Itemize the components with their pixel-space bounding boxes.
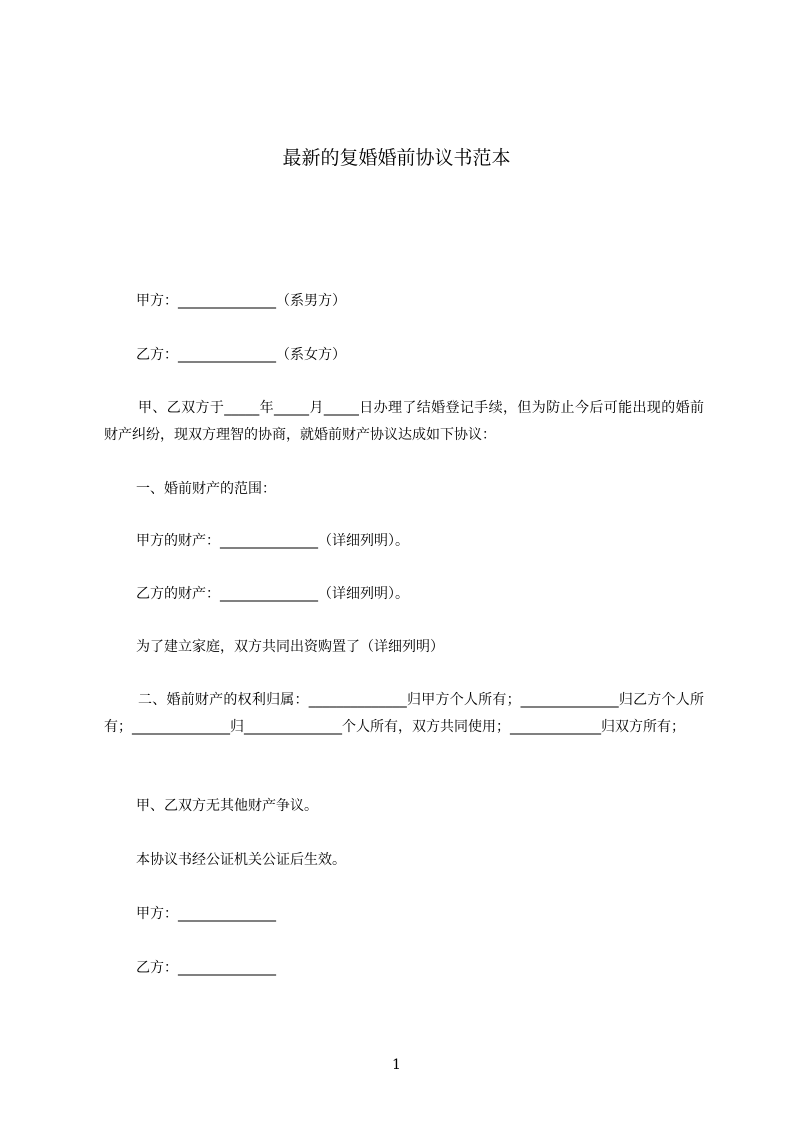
signature-party-a: 甲方：______________ [136, 906, 276, 922]
page-number: 1 [392, 1057, 401, 1073]
party-b-header: 乙方：______________（系女方） [136, 347, 346, 363]
signature-party-b: 乙方：______________ [136, 960, 276, 976]
no-dispute: 甲、乙双方无其他财产争议。 [136, 798, 318, 814]
document-title: 最新的复婚婚前协议书范本 [282, 147, 511, 169]
section2-paragraph: 二、婚前财产的权利归属：______________归甲方个人所有；______________归乙方个人所有；______________归______________个人所有，双方共同使用；_____________归双方所有； [104, 692, 704, 735]
effect-clause: 本协议书经公证机关公证后生效。 [136, 852, 346, 868]
joint-purchase: 为了建立家庭，双方共同出资购置了（详细列明） [136, 639, 444, 655]
party-b-property: 乙方的财产：______________（详细列明）。 [136, 586, 409, 602]
party-a-property: 甲方的财产：______________（详细列明）。 [136, 533, 409, 549]
intro-paragraph: 甲、乙双方于_____年_____月_____日办理了结婚登记手续，但为防止今后可能出现的婚前财产纠纷，现双方理智的协商，就婚前财产协议达成如下协议： [104, 400, 704, 443]
section1-heading: 一、婚前财产的范围： [136, 481, 276, 497]
party-a-header: 甲方：______________（系男方） [136, 293, 346, 309]
